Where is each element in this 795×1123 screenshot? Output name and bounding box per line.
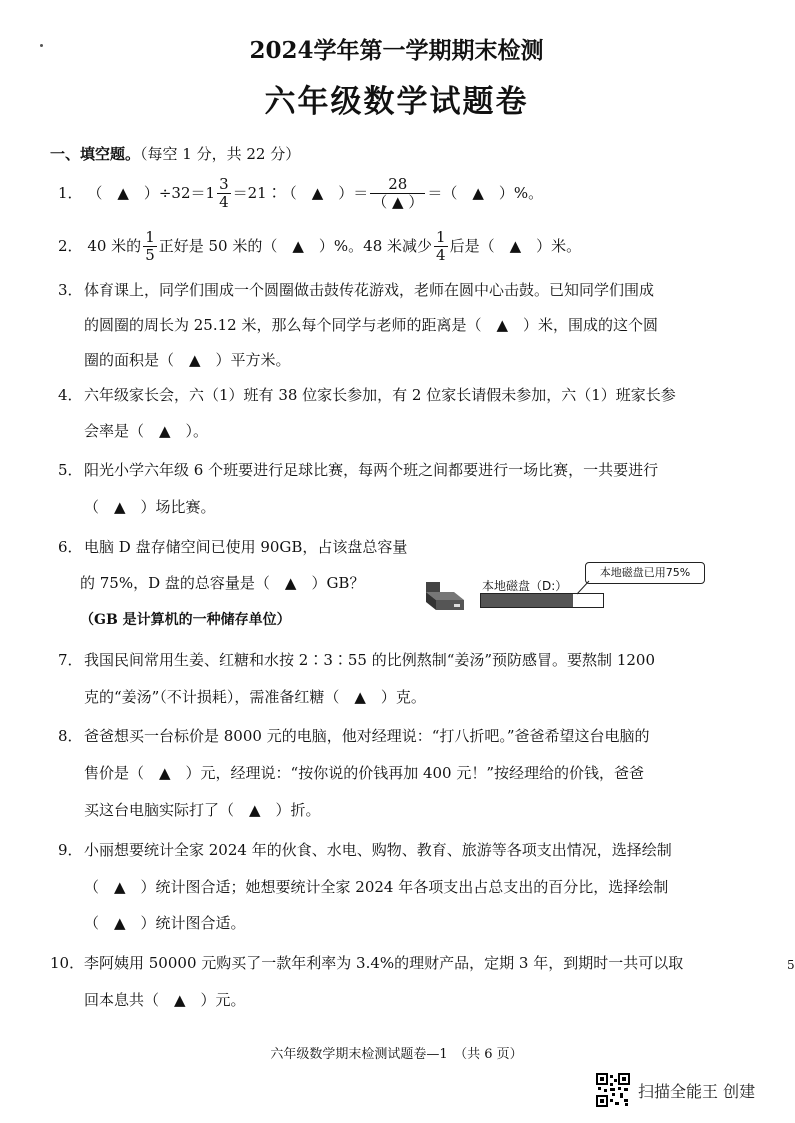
qr-code-icon — [596, 1073, 630, 1107]
q10-number: 10． — [50, 954, 85, 972]
q2-fraction-2 — [434, 229, 448, 265]
q2-part2: 正好是 50 米的（ ▲ ）%。48 米减少 — [158, 236, 433, 255]
q4-line-1: 六年级家长会，六（1）班有 38 位家长参加，有 2 位家长请假未参加，六（1）班家长参 — [84, 386, 676, 404]
question-2 — [58, 229, 581, 265]
q6-line-2: 的 75%，D 盘的总容量是（ ▲ ）GB？ — [80, 574, 365, 592]
q1-part1: （ ▲ ）÷32＝1 — [87, 183, 216, 202]
q7-line-2: 克的“姜汤”（不计损耗），需准备红糖（ ▲ ）克。 — [84, 688, 426, 706]
q9-line-1: 小丽想要统计全家 2024 年的伙食、水电、购物、教育、旅游等各项支出情况，选择绘制 — [84, 841, 672, 859]
exam-title: 2024学年第一学期期末检测 — [249, 37, 544, 64]
q9-line-3: （ ▲ ）统计图合适。 — [84, 914, 246, 932]
q1-fraction-1 — [217, 176, 231, 212]
q4-line-2: 会率是（ ▲ ）。 — [84, 422, 209, 440]
q6-number: 6． — [58, 538, 83, 556]
q1-part2: ＝21∶（ ▲ ）＝ — [232, 183, 369, 202]
section-note: （每空 1 分，共 22 分） — [140, 145, 301, 163]
q2-frac2-denominator: 4 — [436, 246, 446, 265]
q5-line-2: （ ▲ ）场比赛。 — [84, 498, 216, 516]
q5-line-1: 阳光小学六年级 6 个班要进行足球比赛，每两个班之间都要进行一场比赛，一共要进行 — [84, 461, 659, 479]
q8-line-2: 售价是（ ▲ ）元，经理说：“按你说的价钱再加 400 元！”按经理给的价钱，爸爸 — [84, 764, 645, 782]
disk-usage-callout: 本地磁盘已用75% — [585, 562, 705, 584]
q2-part1: 40 米的 — [87, 236, 142, 255]
q2-frac2-numerator: 1 — [436, 228, 446, 246]
q7-line-1: 我国民间常用生姜、红糖和水按 2∶3∶55 的比例熬制“姜汤”预防感冒。要熬制 1200 — [84, 651, 655, 669]
q10-line-2: 回本息共（ ▲ ）元。 — [84, 991, 246, 1009]
section-label: 一、填空题。 — [50, 145, 141, 163]
q1-fraction-2 — [370, 176, 425, 212]
disk-usage-fill — [481, 594, 573, 607]
q8-line-3: 买这台电脑实际打了（ ▲ ）折。 — [84, 801, 321, 819]
q3-line-1: 体育课上，同学们围成一个圆圈做击鼓传花游戏，老师在圆中心击鼓。已知同学们围成 — [84, 281, 655, 299]
q1-frac2-denominator: （ ▲ ） — [372, 193, 424, 212]
exam-subtitle: 六年级数学试题卷 — [264, 84, 529, 120]
q9-line-2: （ ▲ ）统计图合适；她想要统计全家 2024 年各项支出占总支出的百分比，选择绘制 — [84, 878, 669, 896]
q1-frac1-numerator: 3 — [219, 175, 229, 193]
q5-number: 5． — [58, 461, 83, 479]
question-1 — [58, 176, 543, 212]
callout-pointer — [575, 580, 595, 596]
q10-line-1: 李阿姨用 50000 元购买了一款年利率为 3.4%的理财产品，定期 3 年，到期时一共可以取 — [84, 954, 684, 972]
section-heading — [50, 143, 300, 164]
q7-number: 7． — [58, 651, 83, 669]
q6-line-1: 电脑 D 盘存储空间已使用 90GB，占该盘总容量 — [84, 538, 408, 556]
margin-mark: 5 — [787, 958, 795, 972]
q6-line-3: （GB 是计算机的一种储存单位） — [80, 612, 291, 628]
q2-frac1-numerator: 1 — [145, 228, 155, 246]
page-footer: 六年级数学期末检测试题卷—1 （共 6 页） — [270, 1047, 523, 1062]
scanner-watermark — [596, 1073, 755, 1107]
q3-line-3: 圈的面积是（ ▲ ）平方米。 — [84, 351, 291, 369]
disk-label: 本地磁盘（D:） — [482, 579, 568, 593]
q1-number: 1． — [58, 183, 83, 202]
scanner-text: 扫描全能王 创建 — [638, 1081, 756, 1101]
q4-number: 4． — [58, 386, 83, 404]
q2-fraction-1 — [143, 229, 157, 265]
q9-number: 9． — [58, 841, 83, 859]
q1-part3: ＝（ ▲ ）%。 — [427, 183, 544, 202]
q2-frac1-denominator: 5 — [145, 246, 155, 265]
q3-line-2: 的圆圈的周长为 25.12 米，那么每个同学与老师的距离是（ ▲ ）米，围成的这个圆 — [84, 316, 659, 334]
q8-number: 8． — [58, 727, 83, 745]
q2-part3: 后是（ ▲ ）米。 — [449, 236, 582, 255]
q1-frac2-numerator: 28 — [370, 176, 425, 194]
q3-number: 3． — [58, 281, 83, 299]
q8-line-1: 爸爸想买一台标价是 8000 元的电脑，他对经理说：“打八折吧。”爸爸希望这台电脑的 — [84, 727, 650, 745]
q1-frac1-denominator: 4 — [219, 193, 229, 212]
q2-number: 2． — [58, 236, 83, 255]
hard-disk-icon — [424, 580, 466, 614]
